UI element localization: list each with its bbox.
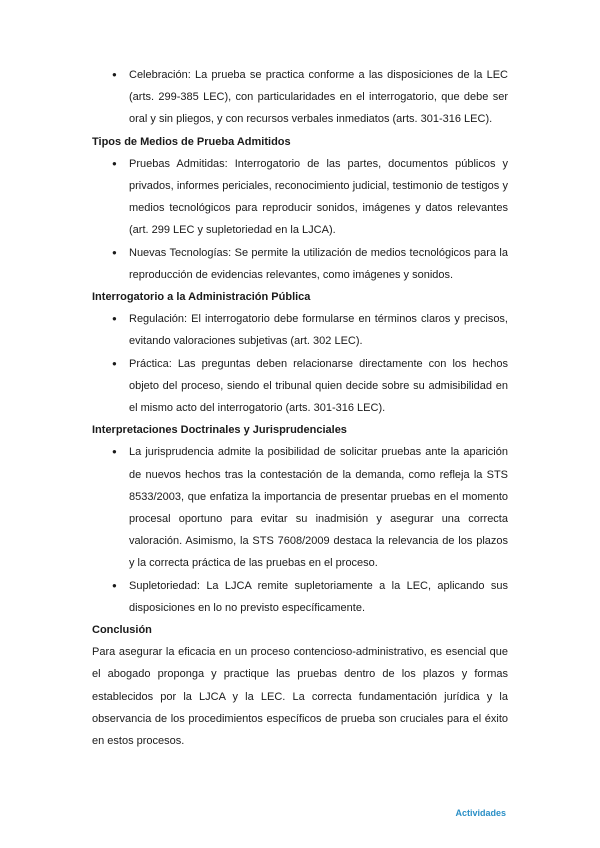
document-body xyxy=(92,64,508,752)
section-heading: Interrogatorio a la Administración Pública xyxy=(92,291,311,304)
list-item: ● Práctica: Las preguntas deben relacionarse directamente con los hechos objeto del proceso, siendo el tribunal quien decide sobre su admisibilidad en el mismo acto del interrogatorio (arts. 301-316 LEC). xyxy=(92,353,508,420)
conclusion-heading: Conclusión xyxy=(92,624,152,637)
list-item: ● Celebración: La prueba se practica conforme a las disposiciones de la LEC (arts. 299-385 LEC), con particularidades en el interrogatorio, que debe ser oral y sin pliegos, y con recursos verbales inmediatos (arts. 301-316 LEC). xyxy=(92,64,508,131)
list-item: ● Supletoriedad: La LJCA remite supletoriamente a la LEC, aplicando sus disposiciones en lo no previsto específicamente. xyxy=(92,575,508,619)
bullet-list xyxy=(92,64,508,131)
bullet-list xyxy=(92,153,508,286)
bullet-list xyxy=(92,441,508,619)
footer-link-actividades[interactable]: Actividades xyxy=(455,808,506,818)
section-heading: Tipos de Medios de Prueba Admitidos xyxy=(92,135,291,148)
list-item: ● Pruebas Admitidas: Interrogatorio de las partes, documentos públicos y privados, informes periciales, reconocimiento judicial, testimonio de testigos y medios tecnológicos para reproducir sonidos, imágenes y datos relevantes (art. 299 LEC y supletoriedad en la LJCA). xyxy=(92,153,508,242)
list-item: ● Nuevas Tecnologías: Se permite la utilización de medios tecnológicos para la reproducción de evidencias relevantes, como imágenes y sonidos. xyxy=(92,242,508,286)
section-heading: Interpretaciones Doctrinales y Jurisprudenciales xyxy=(92,424,347,437)
bullet-list xyxy=(92,308,508,419)
list-item: ● La jurisprudencia admite la posibilidad de solicitar pruebas ante la aparición de nuevos hechos tras la contestación de la demanda, como refleja la STS 8533/2003, que enfatiza la importancia de presentar pruebas en el momento procesal oportuno para evitar su inadmisión y asegurar una correcta valoración. Asimismo, la STS 7608/2009 destaca la relevancia de los plazos y la correcta práctica de las pruebas en el proceso. xyxy=(92,441,508,574)
conclusion-paragraph: Para asegurar la eficacia en un proceso contencioso-administrativo, es esencial que el abogado proponga y practique las pruebas dentro de los plazos y formas establecidos por la LJCA y la LEC. La correcta fundamentación jurídica y la observancia de los procedimientos específicos de prueba son cruciales para el éxito en estos procesos. xyxy=(92,646,508,748)
list-item: ● Regulación: El interrogatorio debe formularse en términos claros y precisos, evitando valoraciones subjetivas (art. 302 LEC). xyxy=(92,308,508,352)
